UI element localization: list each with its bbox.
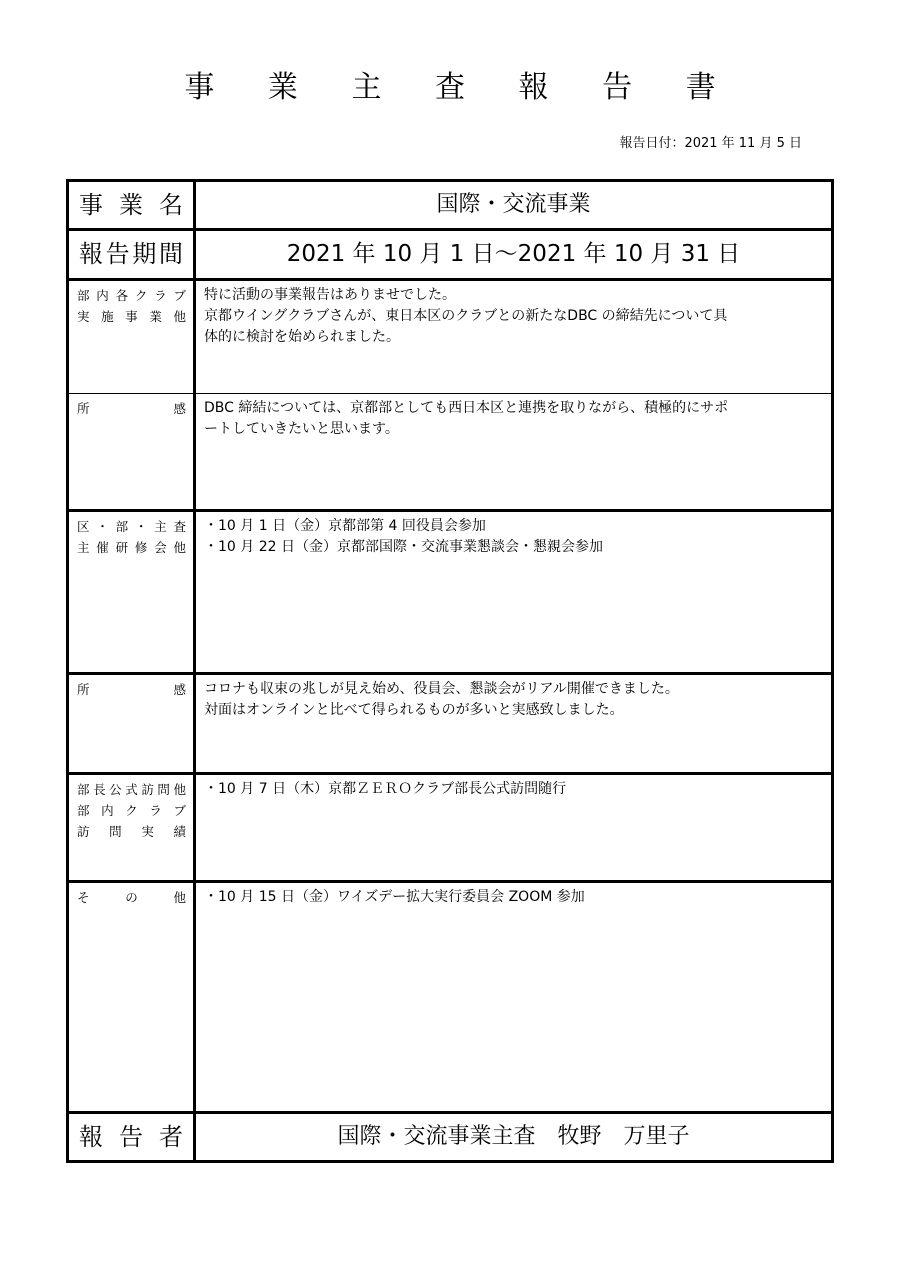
label-line: 区・部・主査 (77, 519, 186, 534)
training-label (68, 511, 195, 674)
club-activities-text (195, 280, 833, 394)
project-row (68, 181, 833, 230)
reporter-value: 国際・交流事業主査 牧野 万里子 (337, 1124, 690, 1149)
official-visits-row (68, 774, 833, 882)
impression-1-label (68, 394, 195, 511)
report-table (66, 179, 834, 1163)
text-line: ートしていきたいと思います。 (204, 421, 399, 437)
other-row (68, 882, 833, 1113)
text-line: 京都ウイングクラブさんが、東日本区のクラブとの新たなDBC の締結先について具 (204, 308, 728, 324)
club-activities-label (68, 280, 195, 394)
text-line: コロナも収束の兆しが見え始め、役員会、懇談会がリアル開催できました。 (204, 681, 679, 697)
text-line: DBC 締結については、京都部としても西日本区と連携を取りながら、積極的にサポ (204, 400, 729, 416)
text-line: ・10 月 15 日（金）ワイズデー拡大実行委員会 ZOOM 参加 (204, 889, 585, 905)
report-date: 報告日付：2021 年 11 月 5 日 (619, 136, 802, 151)
training-text (195, 511, 833, 674)
text-line: ・10 月 1 日（金）京都部第 4 回役員会参加 (204, 518, 486, 534)
document-title: 事 業 主 査 報 告 書 (184, 70, 738, 105)
label-line: 所 感 (77, 682, 186, 697)
impression-2-text (195, 674, 833, 774)
club-activities-row (68, 280, 833, 394)
label-line: 部内各クラブ (77, 288, 186, 303)
text-line: 特に活動の事業報告はありませでした。 (204, 287, 456, 303)
period-row (68, 230, 833, 280)
label-line: そ の 他 (77, 890, 186, 905)
label-line: 部長公式訪問他 (77, 782, 186, 797)
impression-1-row (68, 394, 833, 511)
text-line: ・10 月 22 日（金）京都部国際・交流事業懇談会・懇親会参加 (204, 539, 603, 555)
impression-2-label (68, 674, 195, 774)
reporter-row (68, 1113, 833, 1162)
text-line: 体的に検討を始められました。 (204, 329, 400, 345)
other-label (68, 882, 195, 1113)
text-line: 対面はオンラインと比べて得られるものが多いと実感致しました。 (204, 702, 624, 718)
reporter-label: 報 告 者 (68, 1113, 195, 1162)
official-visits-label (68, 774, 195, 882)
label-line: 所 感 (77, 401, 186, 416)
label-line: 実施事業他 (77, 309, 186, 324)
impression-2-row (68, 674, 833, 774)
official-visits-text (195, 774, 833, 882)
label-line: 部内クラブ (77, 803, 186, 818)
project-value: 国際・交流事業 (195, 181, 833, 230)
period-value: 2021 年 10 月 1 日～2021 年 10 月 31 日 (195, 230, 833, 280)
label-line: 訪問実績 (77, 824, 186, 839)
other-text (195, 882, 833, 1113)
training-row (68, 511, 833, 674)
project-label: 事 業 名 (68, 181, 195, 230)
text-line: ・10 月 7 日（木）京都ＺＥＲＯクラブ部長公式訪問随行 (204, 781, 567, 797)
impression-1-text (195, 394, 833, 511)
label-line: 主催研修会他 (77, 540, 186, 555)
period-label: 報告期間 (68, 230, 195, 280)
